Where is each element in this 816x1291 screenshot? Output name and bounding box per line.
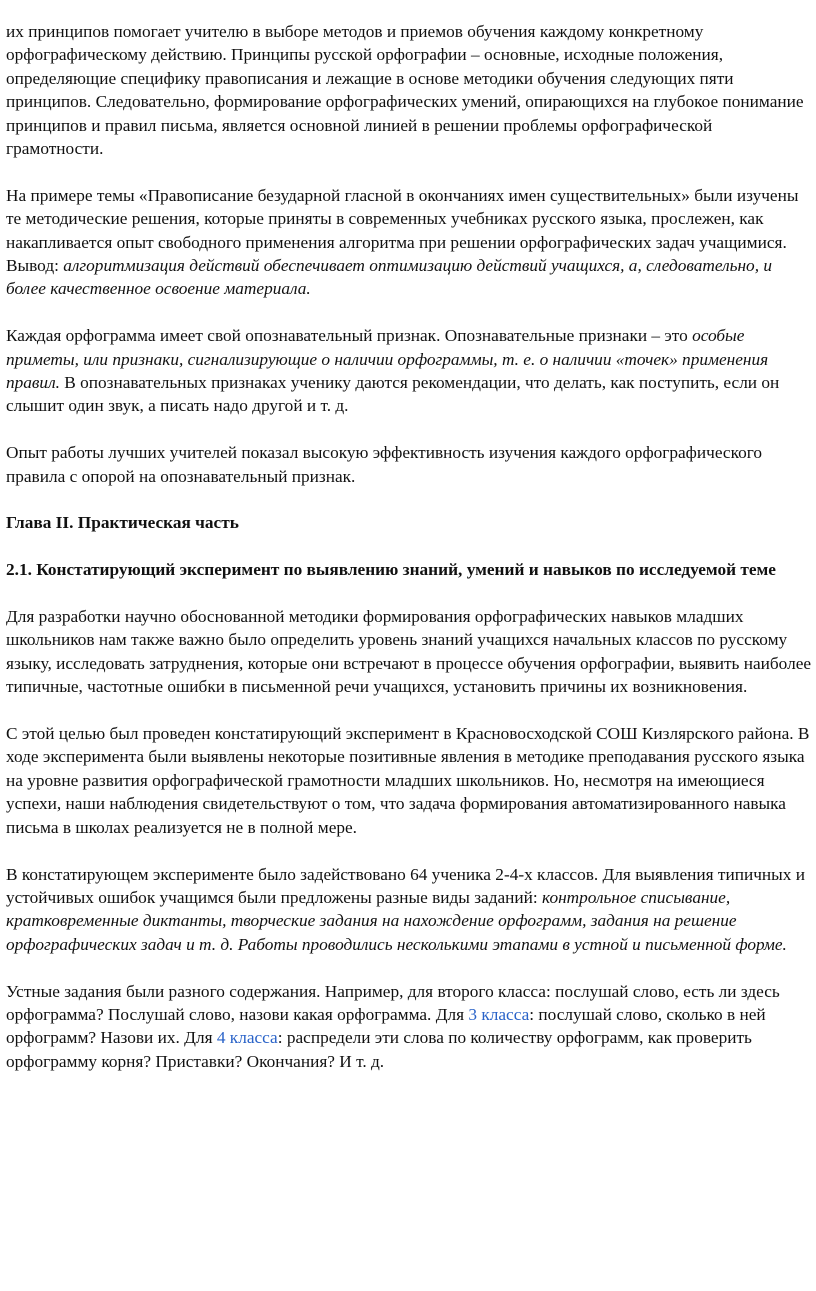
link-grade-3[interactable]: 3 класса bbox=[468, 1004, 530, 1024]
link-grade-4[interactable]: 4 класса bbox=[216, 1028, 278, 1048]
conclusion-italic: алгоритмизация действий обеспечивает оптимизацию действий учащихся, а, следовательно, и более качественное освоение материала. bbox=[6, 256, 772, 299]
paragraph-conclusion bbox=[6, 254, 812, 301]
paragraph-participants bbox=[6, 863, 812, 957]
signs-start: Каждая орфограмма имеет свой опознавательный признак. Опознавательные признаки – это bbox=[6, 326, 693, 346]
paragraph-principles: их принципов помогает учителю в выборе методов и приемов обучения каждому конкретному орфографическому действию. Принципы русской орфографии – основные, исходные положения, определяющие специфику правописания и лежащие в основе методики обучения следующих пяти принципов. Следовательно, формирование орфографических умений, опирающихся на глубокое понимание принципов и правил письма, является основной линией в решении проблемы орфографической грамотности. bbox=[6, 22, 804, 159]
paragraph-experiment: С этой целью был проведен констатирующий эксперимент в Красновосходской СОШ Кизлярского района. В ходе эксперимента были выявлены некоторые позитивные явления в методике преподавания русского языка на уровне развития орфографической грамотности младших школьников. Но, несмотря на имеющиеся успехи, наши наблюдения свидетельствуют о том, что задача формирования автоматизированного навыка письма в школах реализуется не в полной мере. bbox=[6, 724, 810, 837]
signs-italic: особые приметы, или признаки, сигнализирующие о наличии орфограммы, т. е. о наличии «точек» применения правил. bbox=[6, 326, 769, 393]
paragraph-oral-tasks bbox=[6, 980, 812, 1074]
paragraph-best-teachers: Опыт работы лучших учителей показал высокую эффективность изучения каждого орфографического правила с опорой на опознавательный признак. bbox=[6, 443, 763, 486]
oral-tasks-end: : распредели эти слова по количеству орфограмм, как проверить орфограмму корня? Приставки? Окончания? И т. д. bbox=[6, 1028, 752, 1071]
signs-end: В опознавательных признаках ученику даются рекомендации, что делать, как поступить, если он слышит один звук, а писать надо другой и т. д. bbox=[6, 373, 780, 416]
oral-tasks-mid: : послушай слово, сколько в ней орфограмм? Назови их. Для bbox=[6, 1004, 766, 1048]
paragraph-example-topic: На примере темы «Правописание безударной гласной в окончаниях имен существительных» были изучены те методические решения, которые приняты в современных учебниках русского языка, прослежен, как накапливается опыт свободного применения алгоритма при решении орфографических задач учащимися. bbox=[6, 185, 799, 252]
participants-start: В констатирующем эксперименте было задействовано 64 ученика 2-4-х классов. Для выявления типичных и устойчивых ошибок учащимся были предложены разные виды заданий: bbox=[6, 864, 805, 907]
paragraph-identifying-signs bbox=[6, 324, 812, 418]
conclusion-lead: Вывод: bbox=[6, 256, 64, 276]
oral-tasks-start: Устные задания были разного содержания. Например, для второго класса: послушай слово, есть ли здесь орфограмма? Послушай слово, назови какая орфограмма. Для bbox=[6, 981, 780, 1024]
section-heading: 2.1. Констатирующий эксперимент по выявлению знаний, умений и навыков по исследуемой теме bbox=[6, 560, 776, 580]
paragraph-methodology: Для разработки научно обоснованной методики формирования орфографических навыков младших школьников нам также важно было определить уровень знаний учащихся начальных классов по русскому языку, исследовать затруднения, которые они встречают в процессе обучения орфографии, выявить наиболее типичные, частотные ошибки в письменной речи учащихся, установить причины их возникновения. bbox=[6, 607, 812, 697]
chapter-heading: Глава II. Практическая часть bbox=[6, 513, 239, 533]
participants-italic: контрольное списывание, кратковременные диктанты, творческие задания на нахождение орфограмм, задания на решение орфографических задач и т. д. Работы проводились несколькими этапами в устной и письменной форме. bbox=[6, 887, 787, 954]
